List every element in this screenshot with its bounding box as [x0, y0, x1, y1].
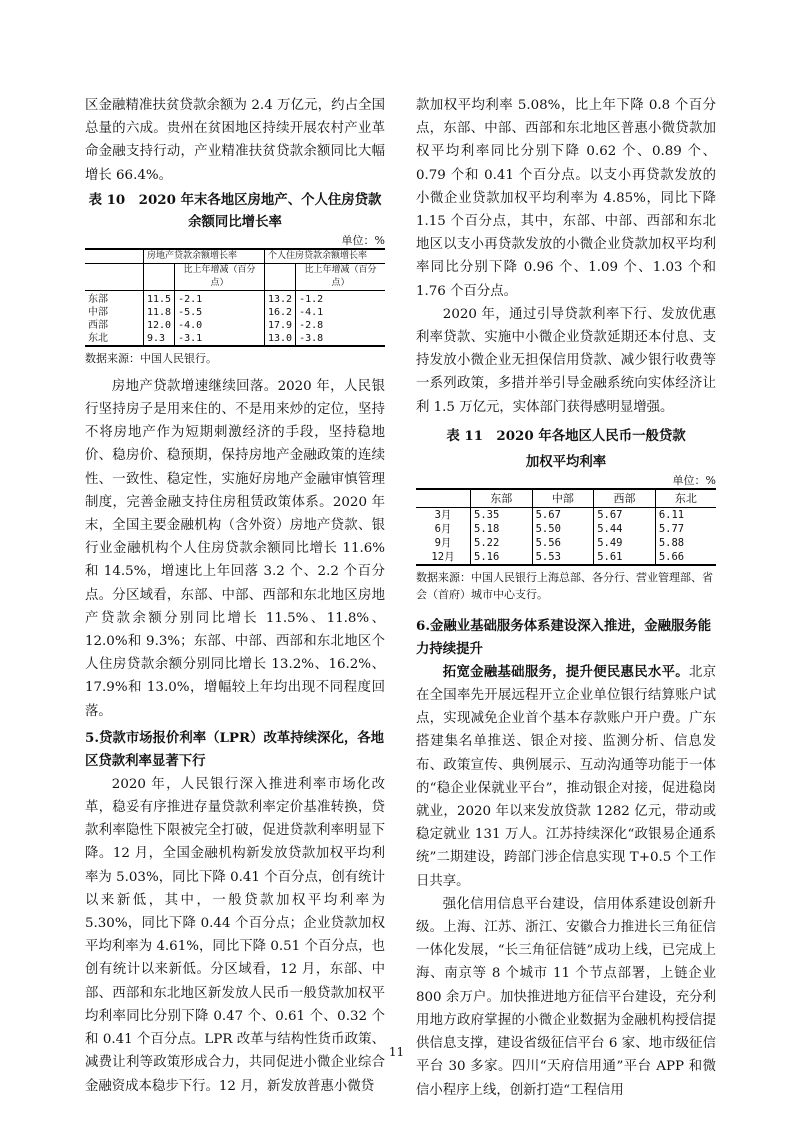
table11: [416, 488, 716, 566]
section-heading-6: 6.金融业基础服务体系建设深入推进，金融服务能力持续提升: [416, 617, 712, 657]
table-row: 中部 11.8 -5.5 16.2 -4.1: [85, 306, 385, 319]
paragraph-credit: 强化信用信息平台建设，信用体系建设创新升级。上海、江苏、浙江、安徽合力推进长三角征信一体化发展，“长三角征信链”成功上线，已完成上海、南京等 8 个城市 11 个节点部署，上链企业 800 余万户。加快推进地方征信平台建设，充分利用地方政府掌握的小微企业数据为金融机构授信提供信息支撑，建设省级征信平台 6 家、地市级征信平台 30 多家。四川“天府信用通”平台 APP 和微信小程序上线，创新打造“工程信用: [416, 896, 716, 1098]
table10-group2: 个人住房贷款余额增长率: [265, 249, 386, 264]
table10-title: 表 10 2020 年末各地区房地产、个人住房贷款 余额同比增长率: [88, 191, 382, 230]
paragraph-lpr: 2020 年，人民银行深入推进利率市场化改革，稳妥有序推进存量贷款利率定价基准转换，贷款利率隐性下限被完全打破，促进贷款利率明显下降。12 月，全国金融机构新发放贷款加权平均利率为 5.03%，同比下降 0.41 个百分点，创有统计以来新低，其中，一般贷款加权平均利率为 5.30%，同比下降 0.44 个百分点；企业贷款加权平均利率为 4.61%，同比下降 0.51 个百分点，也创有统计以来新低。分区域看，12 月，东部、中部、西部和东北地区新发放人民币一般贷款加权平均利率同比分别下降 0.47 个、0.61 个、0.32 个和 0.41 个百分点。LPR 改革与结构性货币政策、减费让利等政策形成合力，共同促进小微企业综合金融资成本稳步下行。12 月，新发放普惠小微贷: [85, 776, 385, 1094]
right-column: [416, 94, 716, 1102]
table11-unit: 单位：%: [672, 473, 716, 487]
table10: [85, 248, 385, 347]
paragraph-lead: 拓宽金融基础服务，提升便民惠民水平。: [442, 663, 689, 680]
table10-sub2: 比上年增减（百分点）: [296, 263, 385, 290]
table-row: 西部 12.0 -4.0 17.9 -2.8: [85, 319, 385, 332]
paragraph-continued: 款加权平均利率 5.08%，比上年下降 0.8 个百分点，东部、中部、西部和东北地区普惠小微贷款加权平均利率同比分别下降 0.62 个、0.89 个、0.79 个和 0.41 个百分点。以支小再贷款发放的小微企业贷款加权平均利率为 4.85%，同比下降 1.15 个百分点，其中，东部、中部、西部和东北地区以支小再贷款发放的小微企业贷款加权平均利率同比分别下降 0.96 个、1.09 个、1.03 个和 1.76 个百分点。: [416, 98, 716, 299]
paragraph-2020: 2020 年，通过引导贷款利率下行、发放优惠利率贷款、实施中小微企业贷款延期还本付息、支持发放小微企业无担保信用贷款、减少银行收费等一系列政策，多措并举引导金融系统向实体经济让利 1.5 万亿元，实体部门获得感明显增强。: [416, 306, 716, 415]
table11-corner: [416, 489, 471, 508]
table10-corner: [85, 249, 144, 264]
table11-header-northeast: 东北: [655, 489, 716, 508]
table-row: 12月 5.16 5.53 5.61 5.66: [416, 550, 716, 565]
table11-header-west: 西部: [594, 489, 656, 508]
table11-title: 表 11 2020 年各地区人民币一般贷款 加权平均利率: [446, 427, 686, 470]
table11-source: 数据来源：中国人民银行上海总部、各分行、营业管理部、省会（首府）城市中心支行。: [416, 570, 713, 601]
table-row: 6月 5.18 5.50 5.44 5.77: [416, 522, 716, 536]
paragraph-infrastructure: [416, 661, 716, 893]
paragraph-body: 北京在全国率先开展远程开立企业单位银行结算账户试点，实现减免企业首个基本存款账户开户费。广东搭建集名单推送、银企对接、监测分析、信息发布、政策宣传、典例展示、互动沟通等功能于一体的“稳企业保就业平台”，推动银企对接，促进稳岗就业，2020 年以来发放贷款 1282 亿元，带动或稳定就业 131 万人。江苏持续深化“政银易企通系统”二期建设，跨部门涉企信息实现 T+0.5 个工作日共享。: [416, 664, 717, 889]
table-row: 东部 11.5 -2.1 13.2 -1.2: [85, 290, 385, 306]
table11-header-east: 东部: [471, 489, 533, 508]
page-number: 11: [388, 1045, 405, 1059]
table11-header-central: 中部: [532, 489, 594, 508]
table-row: 东北 9.3 -3.1 13.0 -3.8: [85, 332, 385, 346]
table10-sub1: 比上年增减（百分点）: [175, 263, 265, 290]
section-heading-5: 5.贷款市场报价利率（LPR）改革持续深化，各地区贷款利率显著下行: [85, 729, 385, 769]
table10-source: 数据来源：中国人民银行。: [85, 351, 217, 365]
table-row: 3月 5.35 5.67 5.67 6.11: [416, 507, 716, 522]
table-row: 9月 5.22 5.56 5.49 5.88: [416, 536, 716, 550]
table10-unit: 单位：%: [341, 233, 385, 247]
paragraph-realestate: 房地产贷款增速继续回落。2020 年，人民银行坚持房子是用来住的、不是用来炒的定位，坚持不将房地产作为短期刺激经济的手段，坚持稳地价、稳房价、稳预期，保持房地产金融政策的连续性、一致性、稳定性，实施好房地产金融审慎管理制度，完善金融支持住房租赁政策体系。2020 年末，全国主要金融机构（含外资）房地产贷款、银行业金融机构个人住房贷款余额同比增长 11.6%和 14.5%，增速比上年回落 3.2 个、2.2 个百分点。分区域看，东部、中部、西部和东北地区房地产贷款余额分别同比增长 11.5%、11.8%、12.0%和 9.3%；东部、中部、西部和东北地区个人住房贷款余额分别同比增长 13.2%、16.2%、17.9%和 13.0%，增幅较上年均出现不同程度回落。: [85, 378, 385, 719]
paragraph-intro: 区金融精准扶贫贷款余额为 2.4 万亿元，约占全国总量的六成。贵州在贫困地区持续开展农村产业革命金融支持行动，产业精准扶贫贷款余额同比大幅增长 66.4%。: [85, 98, 385, 183]
table10-group1: 房地产贷款余额增长率: [144, 249, 265, 264]
left-column: [85, 94, 385, 1098]
